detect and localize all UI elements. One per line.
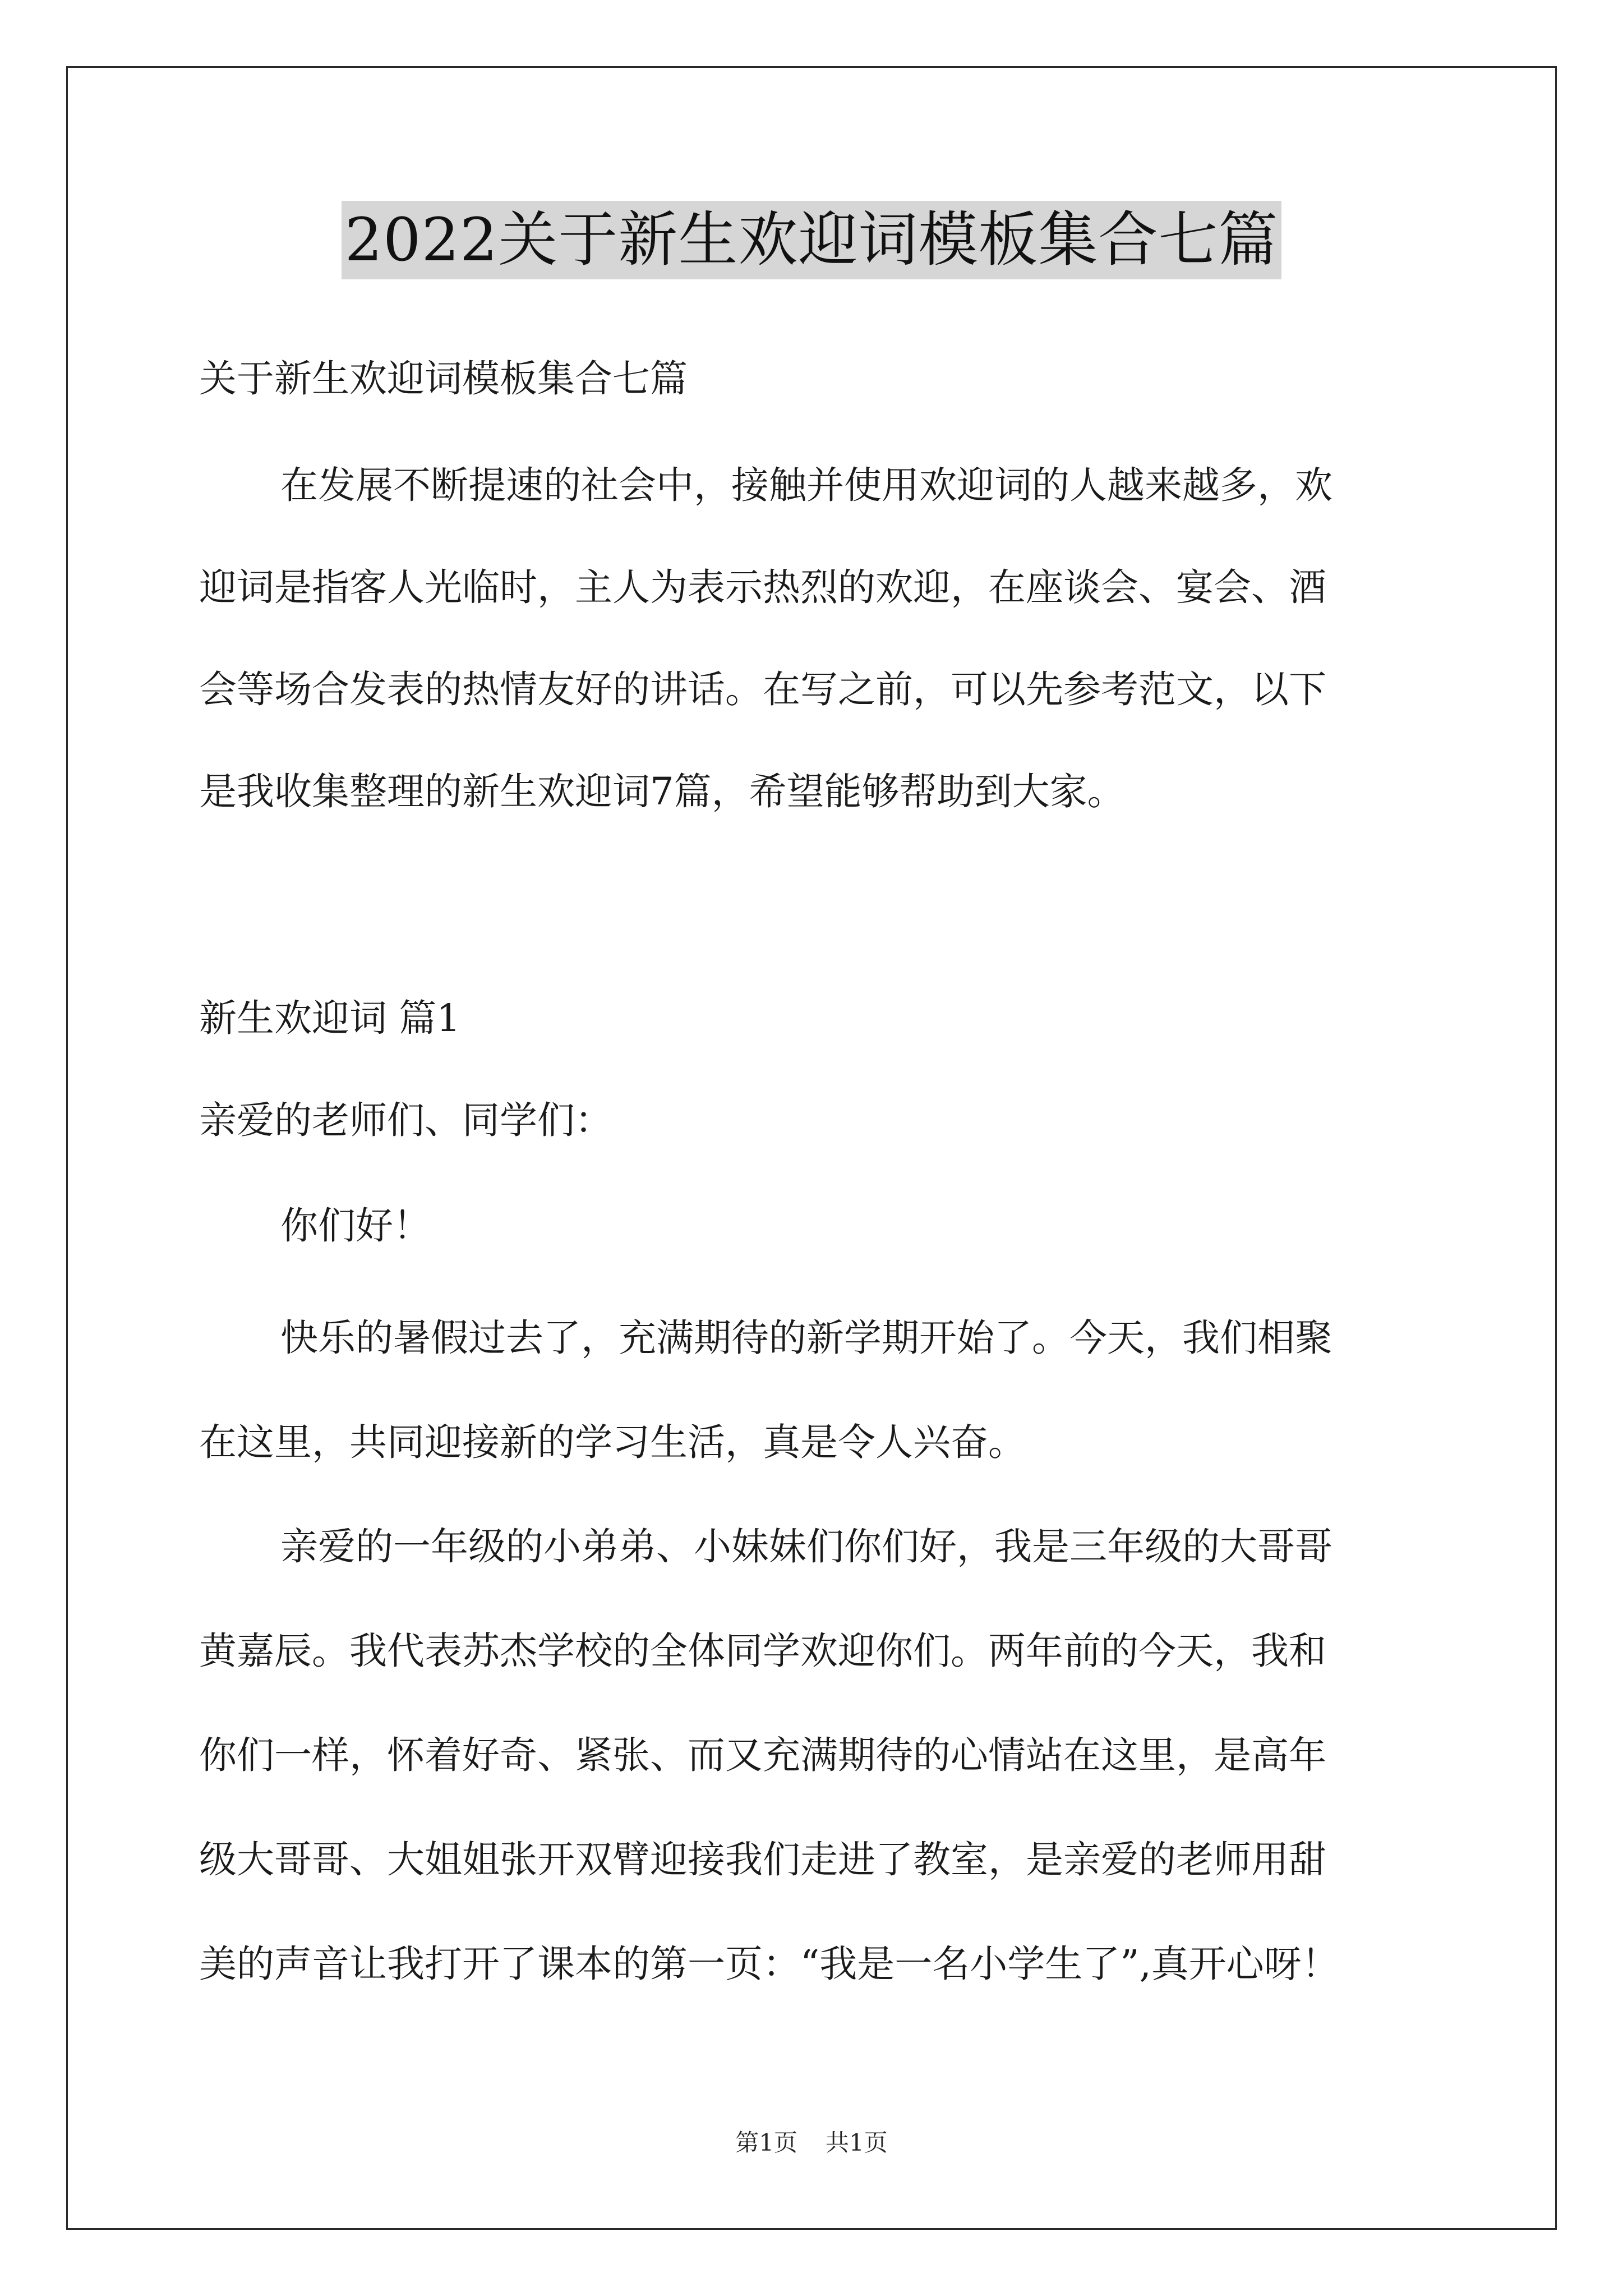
- paragraph-line: 会等场合发表的热情友好的讲话。在写之前，可以先参考范文，以下: [199, 668, 1326, 711]
- paragraph-line: 你们一样，怀着好奇、紧张、而又充满期待的心情站在这里，是高年: [199, 1733, 1326, 1777]
- paragraph-line: 在这里，共同迎接新的学习生活，真是令人兴奋。: [199, 1420, 1026, 1464]
- page-total: 共1页: [826, 2129, 888, 2156]
- paragraph-line: 级大哥哥、大姐姐张开双臂迎接我们走进了教室，是亲爱的老师用甜: [199, 1838, 1326, 1881]
- paragraph-line: 在发展不断提速的社会中，接触并使用欢迎词的人越来越多，欢: [280, 463, 1332, 507]
- page-number: 第1页: [735, 2129, 797, 2156]
- paragraph-line: 亲爱的一年级的小弟弟、小妹妹们你们好，我是三年级的大哥哥: [280, 1525, 1332, 1568]
- paragraph-line: 美的声音让我打开了课本的第一页：“我是一名小学生了”,真开心呀！: [199, 1942, 1339, 1986]
- paragraph-line: 黄嘉辰。我代表苏杰学校的全体同学欢迎你们。两年前的今天，我和: [199, 1629, 1326, 1673]
- subtitle: 关于新生欢迎词模板集合七篇: [199, 357, 688, 401]
- greeting: 你们好！: [280, 1204, 431, 1248]
- page-footer: [0, 2126, 1623, 2160]
- title-container: [0, 201, 1623, 279]
- paragraph-line: 是我收集整理的新生欢迎词7篇，希望能够帮助到大家。: [199, 770, 1125, 813]
- document-title: 2022关于新生欢迎词模板集合七篇: [342, 201, 1282, 279]
- paragraph-line: 快乐的暑假过去了，充满期待的新学期开始了。今天，我们相聚: [280, 1316, 1332, 1360]
- section-heading: 新生欢迎词 篇1: [199, 996, 460, 1040]
- salutation: 亲爱的老师们、同学们：: [199, 1098, 612, 1142]
- paragraph-line: 迎词是指客人光临时，主人为表示热烈的欢迎，在座谈会、宴会、酒: [199, 565, 1326, 609]
